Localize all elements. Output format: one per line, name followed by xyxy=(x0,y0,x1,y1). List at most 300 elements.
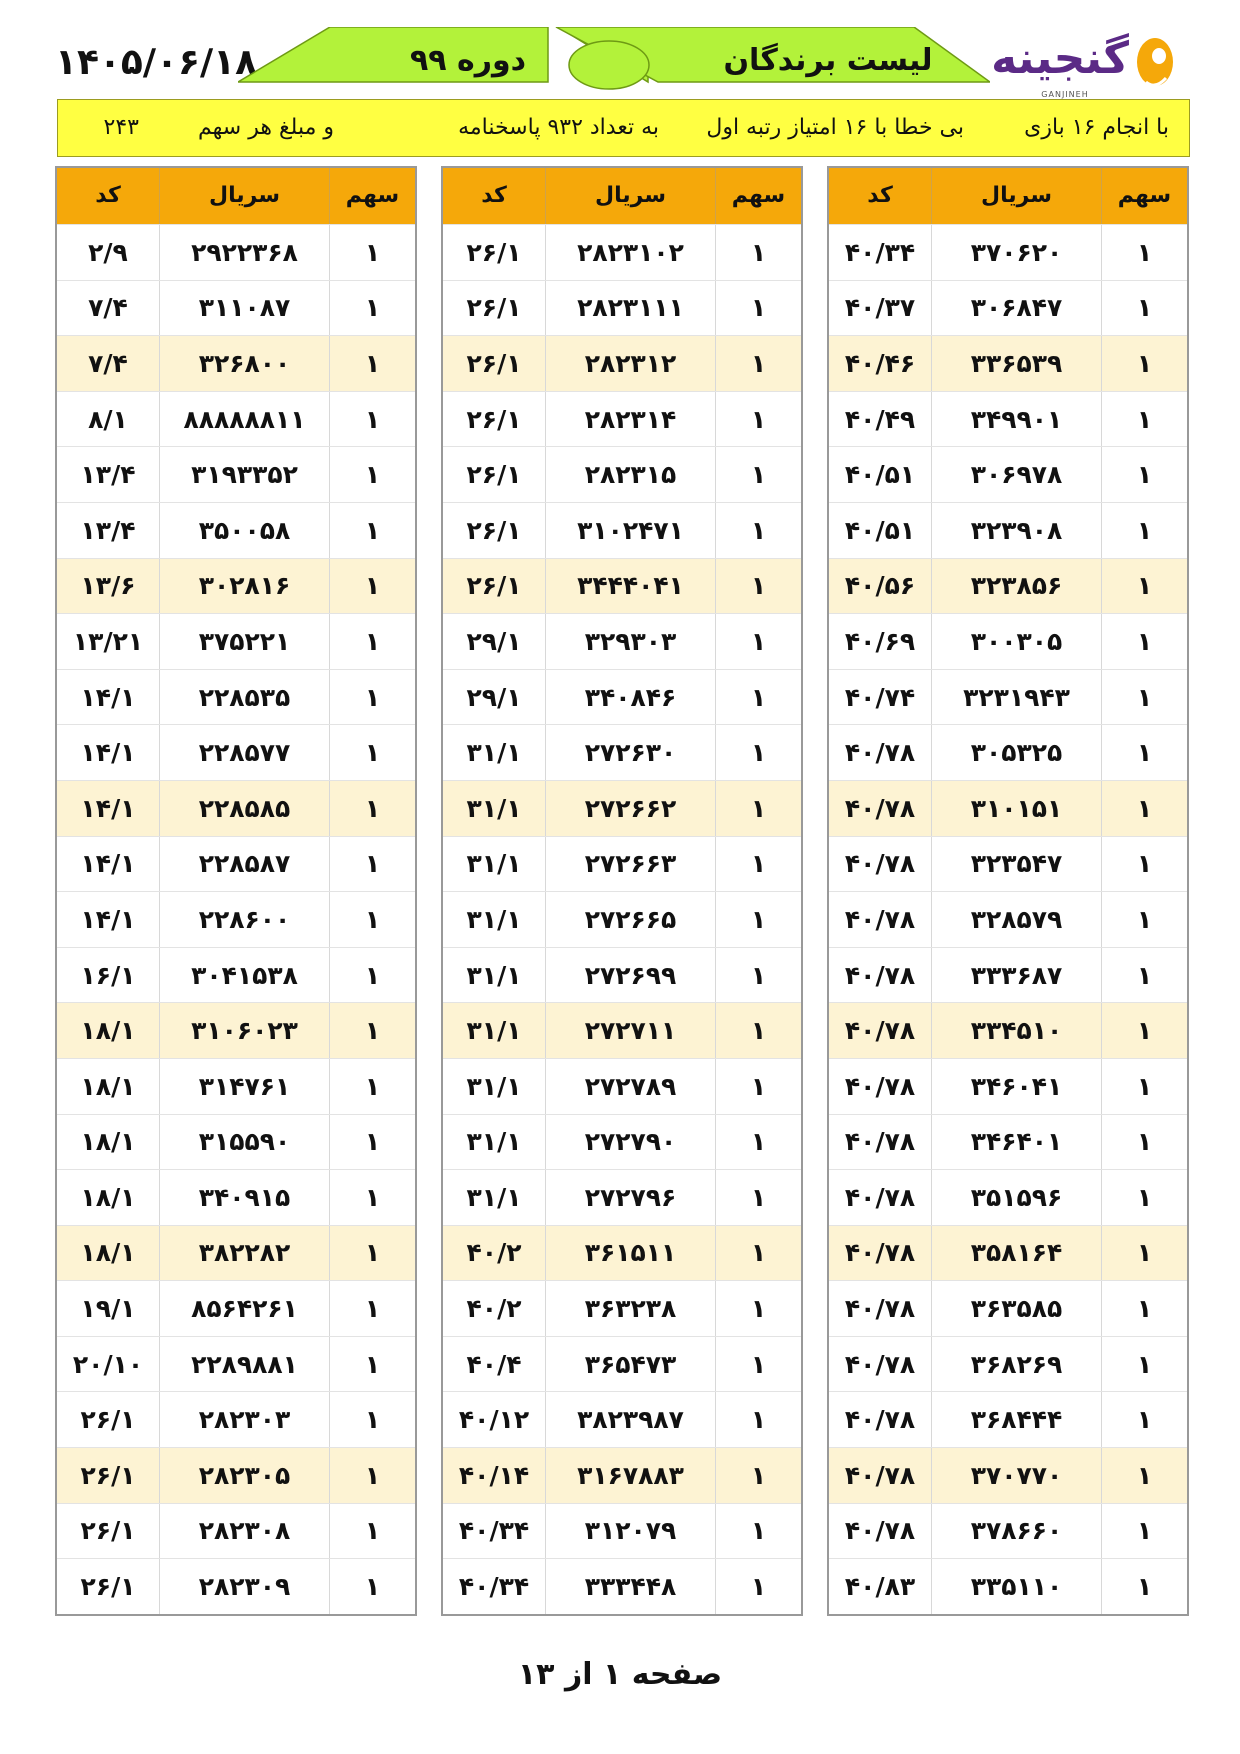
table-row xyxy=(443,1558,801,1614)
cell-serial: ۳۴۹۹۰۱ xyxy=(931,392,1101,447)
cell-serial: ۳۰۴۱۵۳۸ xyxy=(159,948,329,1003)
cell-share: ۱ xyxy=(715,1392,801,1447)
page-number: صفحه ۱ از ۱۳ xyxy=(517,1657,723,1692)
table-row xyxy=(443,891,801,947)
table-row xyxy=(829,1169,1187,1225)
cell-share: ۱ xyxy=(329,336,415,391)
table-row xyxy=(57,1169,415,1225)
cell-serial: ۲۲۸۵۳۵ xyxy=(159,670,329,725)
cell-serial: ۲۷۲۶۶۳ xyxy=(545,837,715,892)
cell-share: ۱ xyxy=(1101,281,1187,336)
cell-code: ۲۶/۱ xyxy=(466,404,522,434)
cell-share: ۱ xyxy=(329,1003,415,1058)
cell-serial: ۲۸۲۳۱۵ xyxy=(545,447,715,502)
cell-code: ۲۶/۱ xyxy=(80,1572,136,1602)
cell-share: ۱ xyxy=(329,1115,415,1170)
table-row xyxy=(443,1280,801,1336)
cell-share: ۱ xyxy=(1101,948,1187,1003)
header-serial: سریال xyxy=(545,168,715,224)
cell-serial: ۳۶۳۵۸۵ xyxy=(931,1281,1101,1336)
cell-serial: ۳۷۰۷۷۰ xyxy=(931,1448,1101,1503)
cell-code: ۲۶/۱ xyxy=(466,571,522,601)
cell-share: ۱ xyxy=(1101,1170,1187,1225)
cell-code: ۴۰/۷۸ xyxy=(844,1127,916,1157)
table-row xyxy=(57,1336,415,1392)
cell-code: ۲/۹ xyxy=(88,237,128,267)
table-row xyxy=(829,1225,1187,1281)
cell-code: ۱۴/۱ xyxy=(80,682,136,712)
cell-serial: ۲۷۲۶۶۲ xyxy=(545,781,715,836)
cell-serial: ۳۸۲۳۹۸۷ xyxy=(545,1392,715,1447)
cell-code: ۴۰/۲ xyxy=(466,1294,522,1324)
cell-code: ۳۱/۱ xyxy=(466,1127,522,1157)
table-header xyxy=(829,168,1187,224)
table-row xyxy=(829,1058,1187,1114)
cell-code: ۴۰/۷۸ xyxy=(844,1238,916,1268)
info-amount-value: ۲۴۳ xyxy=(103,115,139,140)
cell-code: ۲۶/۱ xyxy=(466,293,522,323)
table-row xyxy=(443,1058,801,1114)
cell-code: ۴۰/۴۹ xyxy=(844,404,916,434)
cell-serial: ۳۷۰۶۲۰ xyxy=(931,225,1101,280)
table-row xyxy=(829,1558,1187,1614)
table-row xyxy=(57,1225,415,1281)
cell-serial: ۲۷۲۷۸۹ xyxy=(545,1059,715,1114)
cell-share: ۱ xyxy=(1101,1392,1187,1447)
cell-code: ۱۸/۱ xyxy=(80,1016,136,1046)
cell-code: ۱۸/۱ xyxy=(80,1071,136,1101)
cell-serial: ۳۴۰۹۱۵ xyxy=(159,1170,329,1225)
header-serial: سریال xyxy=(931,168,1101,224)
cell-serial: ۳۰۵۳۲۵ xyxy=(931,725,1101,780)
table-row xyxy=(443,947,801,1003)
cell-code: ۱۶/۱ xyxy=(80,960,136,990)
cell-share: ۱ xyxy=(1101,725,1187,780)
table-row xyxy=(443,1391,801,1447)
cell-serial: ۳۵۰۰۵۸ xyxy=(159,503,329,558)
cell-serial: ۳۶۱۵۱۱ xyxy=(545,1226,715,1281)
table-row xyxy=(57,558,415,614)
info-count: به تعداد ۹۳۲ پاسخنامه xyxy=(458,115,659,140)
cell-serial: ۲۲۸۵۸۵ xyxy=(159,781,329,836)
cell-code: ۴۰/۷۸ xyxy=(844,738,916,768)
table-row xyxy=(443,502,801,558)
table-row xyxy=(829,1503,1187,1559)
cell-code: ۲۶/۱ xyxy=(466,515,522,545)
table-row xyxy=(57,280,415,336)
cell-share: ۱ xyxy=(1101,1003,1187,1058)
cell-code: ۴۰/۳۴ xyxy=(458,1516,530,1546)
cell-code: ۴۰/۷۸ xyxy=(844,849,916,879)
cell-share: ۱ xyxy=(329,670,415,725)
table-row xyxy=(829,780,1187,836)
table-row xyxy=(829,613,1187,669)
cell-share: ۱ xyxy=(715,1003,801,1058)
table-row xyxy=(829,669,1187,725)
cell-code: ۴۰/۷۸ xyxy=(844,793,916,823)
cell-share: ۱ xyxy=(715,948,801,1003)
table-row xyxy=(443,558,801,614)
cell-code: ۱۳/۴ xyxy=(80,460,136,490)
cell-share: ۱ xyxy=(329,781,415,836)
table-row xyxy=(57,224,415,280)
cell-serial: ۲۲۸۵۸۷ xyxy=(159,837,329,892)
table-row xyxy=(57,613,415,669)
cell-code: ۳۱/۱ xyxy=(466,849,522,879)
cell-code: ۱۸/۱ xyxy=(80,1238,136,1268)
cell-code: ۴۰/۵۱ xyxy=(844,515,916,545)
cell-serial: ۳۳۳۴۴۸ xyxy=(545,1559,715,1614)
cell-share: ۱ xyxy=(329,503,415,558)
cell-code: ۳۱/۱ xyxy=(466,1071,522,1101)
table-row xyxy=(443,280,801,336)
cell-share: ۱ xyxy=(329,1059,415,1114)
cell-code: ۴۰/۱۲ xyxy=(458,1405,530,1435)
cell-code: ۴۰/۵۶ xyxy=(844,571,916,601)
winners-table-2 xyxy=(441,166,803,1616)
cell-code: ۱۴/۱ xyxy=(80,849,136,879)
cell-code: ۱۴/۱ xyxy=(80,904,136,934)
table-row xyxy=(443,335,801,391)
cell-share: ۱ xyxy=(715,725,801,780)
header-serial: سریال xyxy=(159,168,329,224)
cell-serial: ۳۱۴۷۶۱ xyxy=(159,1059,329,1114)
table-row xyxy=(829,335,1187,391)
cell-code: ۳۱/۱ xyxy=(466,960,522,990)
cell-share: ۱ xyxy=(329,1392,415,1447)
cell-share: ۱ xyxy=(715,336,801,391)
cell-share: ۱ xyxy=(1101,225,1187,280)
cell-code: ۱۸/۱ xyxy=(80,1182,136,1212)
cell-code: ۴۰/۵۱ xyxy=(844,460,916,490)
cell-serial: ۲۸۲۳۱۱۱ xyxy=(545,281,715,336)
cell-share: ۱ xyxy=(715,1504,801,1559)
cell-code: ۴۰/۳۷ xyxy=(844,293,916,323)
cell-share: ۱ xyxy=(1101,559,1187,614)
cell-share: ۱ xyxy=(1101,392,1187,447)
cell-code: ۳۱/۱ xyxy=(466,1182,522,1212)
cell-share: ۱ xyxy=(329,1559,415,1614)
cell-serial: ۳۲۳۸۵۶ xyxy=(931,559,1101,614)
header-code: کد xyxy=(867,183,893,208)
cell-serial: ۳۳۶۵۳۹ xyxy=(931,336,1101,391)
cell-serial: ۲۷۲۶۳۰ xyxy=(545,725,715,780)
table-row xyxy=(57,947,415,1003)
table-row xyxy=(443,613,801,669)
table-row xyxy=(57,1447,415,1503)
header-code: کد xyxy=(95,183,121,208)
cell-serial: ۳۱۹۳۳۵۲ xyxy=(159,447,329,502)
cell-serial: ۳۶۵۴۷۳ xyxy=(545,1337,715,1392)
cell-serial: ۲۸۲۳۱۲ xyxy=(545,336,715,391)
cell-serial: ۲۲۸۹۸۸۱ xyxy=(159,1337,329,1392)
cell-code: ۴۰/۷۸ xyxy=(844,1405,916,1435)
cell-serial: ۲۲۸۵۷۷ xyxy=(159,725,329,780)
cell-code: ۲۶/۱ xyxy=(466,460,522,490)
cell-serial: ۳۱۰۲۴۷۱ xyxy=(545,503,715,558)
cell-code: ۴۰/۱۴ xyxy=(458,1460,530,1490)
info-bar xyxy=(57,99,1190,157)
cell-share: ۱ xyxy=(329,725,415,780)
cell-share: ۱ xyxy=(715,892,801,947)
cell-serial: ۳۲۹۳۰۳ xyxy=(545,614,715,669)
cell-serial: ۳۳۵۱۱۰ xyxy=(931,1559,1101,1614)
cell-code: ۱۴/۱ xyxy=(80,738,136,768)
cell-code: ۲۶/۱ xyxy=(466,237,522,267)
table-row xyxy=(57,1114,415,1170)
cell-code: ۴۰/۷۸ xyxy=(844,960,916,990)
date-label: ۱۴۰۵/۰۶/۱۸ xyxy=(55,42,258,83)
cell-share: ۱ xyxy=(329,1448,415,1503)
cell-share: ۱ xyxy=(1101,447,1187,502)
cell-code: ۲۰/۱۰ xyxy=(72,1349,144,1379)
logo-text: گنجینه xyxy=(991,33,1129,84)
table-row xyxy=(829,1447,1187,1503)
table-row xyxy=(443,1169,801,1225)
cell-share: ۱ xyxy=(1101,614,1187,669)
cell-share: ۱ xyxy=(1101,892,1187,947)
table-row xyxy=(443,1002,801,1058)
table-row xyxy=(57,1058,415,1114)
cell-serial: ۲۸۲۳۰۹ xyxy=(159,1559,329,1614)
cell-share: ۱ xyxy=(1101,1226,1187,1281)
cell-serial: ۳۱۵۵۹۰ xyxy=(159,1115,329,1170)
cell-code: ۱۴/۱ xyxy=(80,793,136,823)
cell-code: ۴۰/۷۸ xyxy=(844,1460,916,1490)
cell-share: ۱ xyxy=(1101,1337,1187,1392)
cell-share: ۱ xyxy=(1101,670,1187,725)
cell-code: ۳۱/۱ xyxy=(466,904,522,934)
cell-serial: ۳۸۲۲۸۲ xyxy=(159,1226,329,1281)
header-share: سهم xyxy=(329,168,415,224)
table-row xyxy=(829,280,1187,336)
cell-share: ۱ xyxy=(715,1170,801,1225)
cell-share: ۱ xyxy=(329,614,415,669)
table-row xyxy=(829,1391,1187,1447)
cell-share: ۱ xyxy=(329,392,415,447)
cell-serial: ۲۲۸۶۰۰ xyxy=(159,892,329,947)
table-body xyxy=(829,224,1187,1614)
header-code: کد xyxy=(481,183,507,208)
table-row xyxy=(829,224,1187,280)
period-label: دوره ۹۹ xyxy=(409,43,527,78)
table-row xyxy=(443,446,801,502)
cell-share: ۱ xyxy=(715,1337,801,1392)
info-games: با انجام ۱۶ بازی xyxy=(1024,115,1169,140)
table-row xyxy=(443,836,801,892)
cell-share: ۱ xyxy=(329,1337,415,1392)
table-row xyxy=(829,724,1187,780)
cell-code: ۴۰/۶۹ xyxy=(844,626,916,656)
table-row xyxy=(443,780,801,836)
cell-code: ۱۳/۶ xyxy=(80,571,136,601)
table-row xyxy=(57,1002,415,1058)
cell-code: ۴۰/۷۴ xyxy=(844,682,916,712)
cell-share: ۱ xyxy=(715,1559,801,1614)
info-amount-label: و مبلغ هر سهم xyxy=(198,115,334,140)
cell-share: ۱ xyxy=(715,781,801,836)
cell-share: ۱ xyxy=(329,1170,415,1225)
cell-code: ۲۹/۱ xyxy=(466,682,522,712)
cell-serial: ۸۵۶۴۲۶۱ xyxy=(159,1281,329,1336)
logo-mark-icon xyxy=(1128,32,1178,92)
cell-serial: ۲۷۲۷۹۶ xyxy=(545,1170,715,1225)
cell-code: ۴۰/۷۸ xyxy=(844,1349,916,1379)
cell-serial: ۳۲۳۵۴۷ xyxy=(931,837,1101,892)
cell-serial: ۳۶۳۲۳۸ xyxy=(545,1281,715,1336)
cell-code: ۴۰/۷۸ xyxy=(844,1516,916,1546)
table-row xyxy=(57,1391,415,1447)
cell-share: ۱ xyxy=(1101,503,1187,558)
cell-serial: ۳۰۶۸۴۷ xyxy=(931,281,1101,336)
table-row xyxy=(829,1336,1187,1392)
info-score: بی خطا با ۱۶ امتیاز رتبه اول xyxy=(706,115,964,140)
winners-table-1 xyxy=(827,166,1189,1616)
cell-code: ۴۰/۴۶ xyxy=(844,348,916,378)
cell-serial: ۳۵۸۱۶۴ xyxy=(931,1226,1101,1281)
cell-code: ۴۰/۷۸ xyxy=(844,1016,916,1046)
cell-serial: ۳۵۱۵۹۶ xyxy=(931,1170,1101,1225)
cell-share: ۱ xyxy=(715,1115,801,1170)
logo-subtitle: GANJINEH xyxy=(1041,90,1089,99)
table-row xyxy=(443,724,801,780)
cell-serial: ۲۸۲۳۰۳ xyxy=(159,1392,329,1447)
cell-code: ۲۶/۱ xyxy=(466,348,522,378)
cell-share: ۱ xyxy=(1101,1448,1187,1503)
cell-share: ۱ xyxy=(715,1059,801,1114)
table-row xyxy=(443,224,801,280)
banner-title: لیست برندگان xyxy=(723,43,933,78)
cell-serial: ۲۷۲۶۹۹ xyxy=(545,948,715,1003)
cell-share: ۱ xyxy=(329,1226,415,1281)
cell-serial: ۳۱۱۰۸۷ xyxy=(159,281,329,336)
cell-code: ۴۰/۸۳ xyxy=(844,1572,916,1602)
cell-code: ۸/۱ xyxy=(88,404,128,434)
cell-code: ۴۰/۲ xyxy=(466,1238,522,1268)
cell-serial: ۳۴۴۴۰۴۱ xyxy=(545,559,715,614)
table-row xyxy=(443,1114,801,1170)
cell-code: ۴۰/۳۴ xyxy=(458,1572,530,1602)
cell-share: ۱ xyxy=(715,447,801,502)
cell-code: ۴۰/۷۸ xyxy=(844,1294,916,1324)
cell-code: ۲۶/۱ xyxy=(80,1460,136,1490)
table-row xyxy=(829,947,1187,1003)
cell-serial: ۳۶۸۲۶۹ xyxy=(931,1337,1101,1392)
table-row xyxy=(57,446,415,502)
cell-serial: ۸۸۸۸۸۸۱۱ xyxy=(159,392,329,447)
cell-share: ۱ xyxy=(715,1281,801,1336)
cell-share: ۱ xyxy=(715,503,801,558)
cell-code: ۲۶/۱ xyxy=(80,1405,136,1435)
cell-code: ۳۱/۱ xyxy=(466,1016,522,1046)
table-row xyxy=(57,669,415,725)
cell-serial: ۳۶۸۴۴۴ xyxy=(931,1392,1101,1447)
cell-share: ۱ xyxy=(1101,1281,1187,1336)
cell-serial: ۳۱۲۰۷۹ xyxy=(545,1504,715,1559)
table-row xyxy=(443,391,801,447)
cell-serial: ۳۴۶۰۴۱ xyxy=(931,1059,1101,1114)
cell-code: ۳۱/۱ xyxy=(466,793,522,823)
winners-table-3 xyxy=(55,166,417,1616)
table-row xyxy=(57,335,415,391)
cell-share: ۱ xyxy=(715,837,801,892)
table-header xyxy=(57,168,415,224)
table-row xyxy=(829,558,1187,614)
cell-serial: ۳۲۸۵۷۹ xyxy=(931,892,1101,947)
table-row xyxy=(829,1114,1187,1170)
cell-serial: ۲۹۲۲۳۶۸ xyxy=(159,225,329,280)
cell-share: ۱ xyxy=(329,447,415,502)
header-share: سهم xyxy=(715,168,801,224)
cell-serial: ۳۰۶۹۷۸ xyxy=(931,447,1101,502)
table-row xyxy=(443,1336,801,1392)
table-row xyxy=(443,669,801,725)
table-row xyxy=(57,1558,415,1614)
table-row xyxy=(829,1002,1187,1058)
cell-share: ۱ xyxy=(1101,1559,1187,1614)
cell-share: ۱ xyxy=(329,281,415,336)
cell-code: ۴۰/۴ xyxy=(466,1349,522,1379)
cell-serial: ۲۸۲۳۱۴ xyxy=(545,392,715,447)
cell-code: ۷/۴ xyxy=(88,293,128,323)
table-row xyxy=(57,891,415,947)
table-row xyxy=(443,1447,801,1503)
cell-code: ۲۹/۱ xyxy=(466,626,522,656)
cell-share: ۱ xyxy=(1101,336,1187,391)
header-share: سهم xyxy=(1101,168,1187,224)
cell-code: ۴۰/۷۸ xyxy=(844,1182,916,1212)
cell-share: ۱ xyxy=(329,225,415,280)
cell-share: ۱ xyxy=(715,281,801,336)
brand-logo xyxy=(990,28,1190,98)
cell-share: ۱ xyxy=(1101,837,1187,892)
table-header xyxy=(443,168,801,224)
table-row xyxy=(57,1280,415,1336)
cell-share: ۱ xyxy=(329,837,415,892)
cell-serial: ۲۸۲۳۰۸ xyxy=(159,1504,329,1559)
cell-code: ۱۳/۴ xyxy=(80,515,136,545)
cell-code: ۲۶/۱ xyxy=(80,1516,136,1546)
cell-share: ۱ xyxy=(715,1226,801,1281)
cell-serial: ۲۷۲۶۶۵ xyxy=(545,892,715,947)
table-row xyxy=(829,391,1187,447)
cell-share: ۱ xyxy=(1101,1504,1187,1559)
cell-serial: ۳۳۳۶۸۷ xyxy=(931,948,1101,1003)
cell-serial: ۳۱۰۱۵۱ xyxy=(931,781,1101,836)
cell-serial: ۳۲۶۸۰۰ xyxy=(159,336,329,391)
cell-serial: ۳۱۶۷۸۸۳ xyxy=(545,1448,715,1503)
cell-share: ۱ xyxy=(329,948,415,1003)
cell-serial: ۳۳۴۵۱۰ xyxy=(931,1003,1101,1058)
table-row xyxy=(443,1225,801,1281)
cell-share: ۱ xyxy=(715,559,801,614)
cell-serial: ۳۱۰۶۰۲۳ xyxy=(159,1003,329,1058)
cell-share: ۱ xyxy=(1101,1059,1187,1114)
table-body xyxy=(443,224,801,1614)
table-row xyxy=(829,836,1187,892)
cell-share: ۱ xyxy=(329,1281,415,1336)
cell-code: ۷/۴ xyxy=(88,348,128,378)
table-row xyxy=(443,1503,801,1559)
cell-serial: ۳۷۸۶۶۰ xyxy=(931,1504,1101,1559)
cell-code: ۴۰/۷۸ xyxy=(844,904,916,934)
cell-serial: ۲۸۲۳۰۵ xyxy=(159,1448,329,1503)
cell-share: ۱ xyxy=(329,892,415,947)
cell-share: ۱ xyxy=(329,559,415,614)
cell-serial: ۳۴۰۸۴۶ xyxy=(545,670,715,725)
cell-share: ۱ xyxy=(715,225,801,280)
table-row xyxy=(829,1280,1187,1336)
